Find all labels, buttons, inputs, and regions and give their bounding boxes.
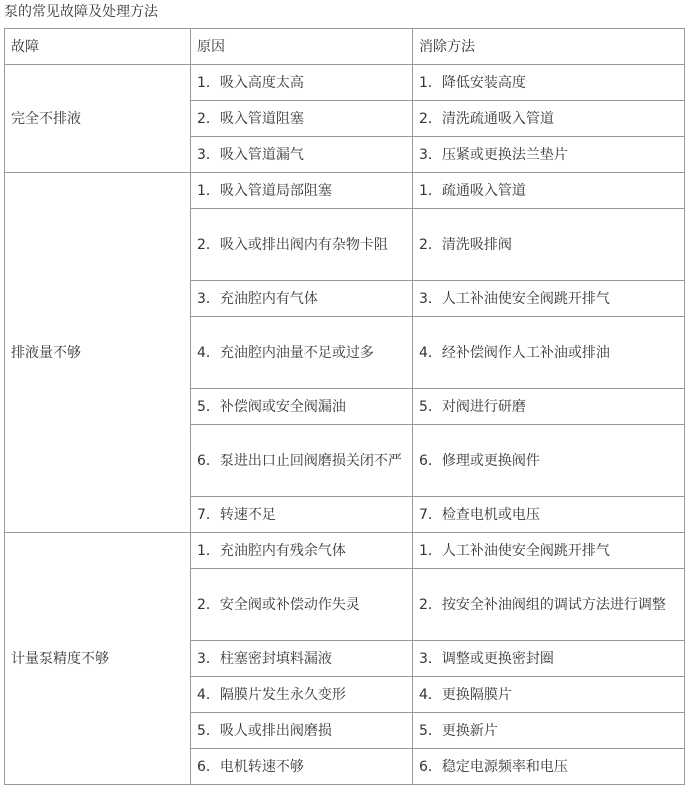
header-fix: 消除方法 — [413, 29, 685, 65]
cause-cell: 3．充油腔内有气体 — [191, 281, 413, 317]
table-row — [5, 65, 685, 101]
fix-cell: 7．检查电机或电压 — [413, 497, 685, 533]
fix-cell: 1．降低安装高度 — [413, 65, 685, 101]
fix-cell: 5．更换新片 — [413, 713, 685, 749]
fix-cell: 1．人工补油使安全阀跳开排气 — [413, 533, 685, 569]
cause-cell: 2．吸入管道阻塞 — [191, 101, 413, 137]
cause-cell: 4．隔膜片发生永久变形 — [191, 677, 413, 713]
fix-cell: 4．更换隔膜片 — [413, 677, 685, 713]
fault-cell: 计量泵精度不够 — [5, 533, 191, 785]
page-title: 泵的常见故障及处理方法 — [4, 4, 158, 20]
cause-cell: 1．充油腔内有残余气体 — [191, 533, 413, 569]
fix-cell: 5．对阀进行研磨 — [413, 389, 685, 425]
cause-cell: 5．吸人或排出阀磨损 — [191, 713, 413, 749]
table-row — [5, 173, 685, 209]
fault-table — [4, 28, 685, 785]
fault-cell: 完全不排液 — [5, 65, 191, 173]
cause-cell: 6．泵进出口止回阀磨损关闭不严 — [191, 425, 413, 497]
fix-cell: 3．人工补油使安全阀跳开排气 — [413, 281, 685, 317]
fix-cell: 3．调整或更换密封圈 — [413, 641, 685, 677]
cause-cell: 3．吸入管道漏气 — [191, 137, 413, 173]
fix-cell: 3．压紧或更换法兰垫片 — [413, 137, 685, 173]
fix-cell: 6．稳定电源频率和电压 — [413, 749, 685, 785]
cause-cell: 6．电机转速不够 — [191, 749, 413, 785]
fix-cell: 6．修理或更换阀件 — [413, 425, 685, 497]
fix-cell: 2．清洗疏通吸入管道 — [413, 101, 685, 137]
fix-cell: 1．疏通吸入管道 — [413, 173, 685, 209]
cause-cell: 2．安全阀或补偿动作失灵 — [191, 569, 413, 641]
fault-cell: 排液量不够 — [5, 173, 191, 533]
cause-cell: 1．吸入高度太高 — [191, 65, 413, 101]
fix-cell: 4．经补偿阀作人工补油或排油 — [413, 317, 685, 389]
header-cause: 原因 — [191, 29, 413, 65]
cause-cell: 1．吸入管道局部阻塞 — [191, 173, 413, 209]
cause-cell: 7．转速不足 — [191, 497, 413, 533]
cause-cell: 3．柱塞密封填料漏液 — [191, 641, 413, 677]
fix-cell: 2．清洗吸排阀 — [413, 209, 685, 281]
cause-cell: 2．吸入或排出阀内有杂物卡阻 — [191, 209, 413, 281]
fix-cell: 2．按安全补油阀组的调试方法进行调整 — [413, 569, 685, 641]
header-fault: 故障 — [5, 29, 191, 65]
cause-cell: 4．充油腔内油量不足或过多 — [191, 317, 413, 389]
table-header-row — [5, 29, 685, 65]
table-row — [5, 533, 685, 569]
cause-cell: 5．补偿阀或安全阀漏油 — [191, 389, 413, 425]
